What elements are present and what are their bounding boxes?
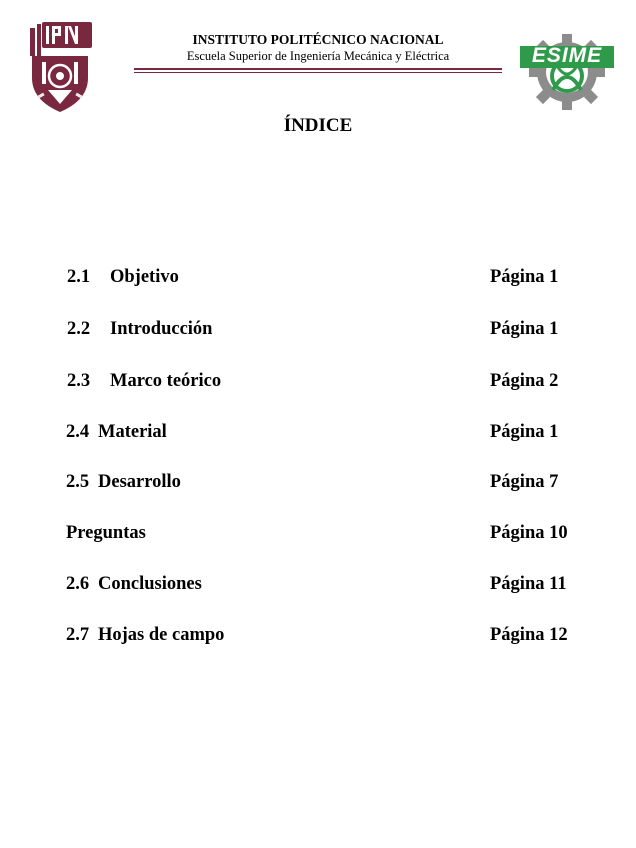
- toc-number: 2.2: [67, 319, 91, 339]
- toc-page: Página 7: [490, 472, 559, 492]
- header-rule: [134, 68, 502, 70]
- toc-entry-marco-teorico: [0, 368, 636, 394]
- toc-page: Página 1: [490, 319, 559, 339]
- toc-page: Página 11: [490, 574, 567, 594]
- toc-number: 2.5: [66, 472, 90, 492]
- toc-label: Conclusiones: [98, 574, 202, 594]
- toc-page: Página 10: [490, 523, 568, 543]
- toc-label: Hojas de campo: [98, 625, 225, 645]
- toc-entry-introduccion: [0, 316, 636, 342]
- esime-logo-text: ESIME: [531, 44, 603, 67]
- toc-number: 2.7: [66, 625, 90, 645]
- toc-label: Desarrollo: [98, 472, 181, 492]
- toc-number: 2.4: [66, 422, 90, 442]
- toc-number: 2.3: [67, 371, 91, 391]
- toc-label: Marco teórico: [110, 371, 222, 391]
- toc-entry-material: [0, 419, 636, 445]
- document-header: [134, 31, 502, 73]
- toc-number: 2.6: [66, 574, 90, 594]
- toc-entry-desarrollo: [0, 469, 636, 495]
- toc-entry-conclusiones: [0, 571, 636, 597]
- esime-logo: [518, 24, 616, 112]
- toc-entry-hojas-de-campo: [0, 622, 636, 648]
- ipn-logo: [24, 20, 96, 114]
- toc-label: Material: [98, 422, 167, 442]
- index-title: ÍNDICE: [283, 115, 353, 136]
- esime-gear-icon: [518, 24, 616, 112]
- ipn-logo-icon: [24, 20, 96, 114]
- header-rule-thin: [134, 72, 502, 73]
- toc-number: 2.1: [67, 267, 91, 287]
- toc-page: Página 12: [490, 625, 568, 645]
- school-name: Escuela Superior de Ingeniería Mecánica y Eléctrica: [186, 49, 450, 63]
- institute-name: INSTITUTO POLITÉCNICO NACIONAL: [192, 32, 444, 47]
- toc-entry-preguntas: [0, 520, 636, 546]
- toc-label: Objetivo: [110, 267, 179, 287]
- toc-label: Introducción: [110, 319, 213, 339]
- toc-page: Página 1: [490, 422, 559, 442]
- toc-entry-objetivo: [0, 264, 636, 290]
- toc-page: Página 1: [490, 267, 559, 287]
- toc-label: Preguntas: [66, 523, 146, 543]
- toc-page: Página 2: [490, 371, 559, 391]
